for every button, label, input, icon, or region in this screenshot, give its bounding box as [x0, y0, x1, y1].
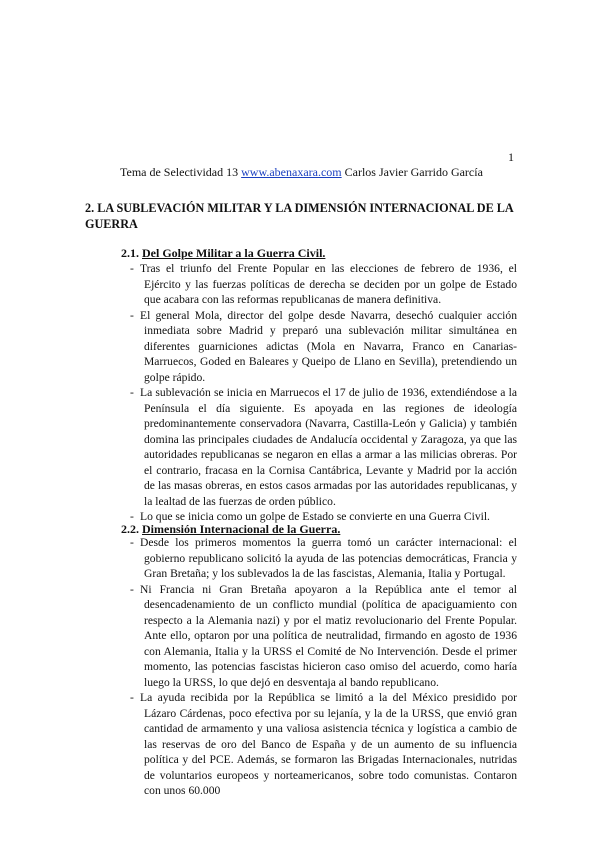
section-number: 2.2. — [121, 522, 142, 536]
header-author: Carlos Javier Garrido García — [341, 165, 483, 179]
website-link[interactable]: www.abenaxara.com — [241, 165, 342, 179]
list-item: - La ayuda recibida por la República se limitó a la del México presidido por Lázaro Cárdenas, poco efectiva por su lejanía, y la de la URSS, que envió gran cantidad de armamento y una valiosa asistencia técnica y logística a cambio de las reservas de oro del Banco de España y de un aumento de su influencia política y del PCE. Además, se formaron las Brigadas Internacionales, nutridas de voluntarios europeos y norteamericanos, sobre todo comunistas. Contaron con unos 60.000 — [130, 691, 517, 797]
document-header — [120, 165, 483, 180]
list-item: - Desde los primeros momentos la guerra tomó un carácter internacional: el gobierno republicano solicitó la ayuda de las potencias democráticas, Francia y Gran Bretaña; y los sublevados la de las fascistas, Alemania, Italia y Portugal. — [130, 536, 517, 580]
section-title: Del Golpe Militar a la Guerra Civil. — [142, 246, 326, 260]
list-item: - Lo que se inicia como un golpe de Estado se convierte en una Guerra Civil. — [130, 510, 490, 523]
list-item: - El general Mola, director del golpe desde Navarra, desechó cualquier acción inmediata sobre Madrid y preparó una sublevación militar simultánea en diferentes guarniciones adictas (Mola en Navarra, Franco en Canarias-Marruecos, Goded en Baleares y Queipo de Llano en Sevilla), pretendiendo un golpe rápido. — [130, 308, 517, 384]
header-prefix: Tema de Selectividad 13 — [120, 165, 242, 179]
section-title: Dimensión Internacional de la Guerra. — [142, 522, 341, 536]
section-number: 2.1. — [121, 246, 142, 260]
section-1-list — [122, 261, 517, 525]
list-item: - Tras el triunfo del Frente Popular en las elecciones de febrero de 1936, el Ejército y las fuerzas políticas de derecha se deciden por un golpe de Estado que acabara con las reformas republicanas de manera definitiva. — [130, 262, 517, 306]
list-item: - Ni Francia ni Gran Bretaña apoyaron a la República ante el temor al desencadenamiento de un conflicto mundial (política de apaciguamiento con respecto a la Alemania nazi) y por el matiz revolucionario del Frente Popular. Ante ello, optaron por una política de neutralidad, firmando en agosto de 1936 con Alemania, Italia y la URSS el Comité de No Intervención. Desde el primer momento, las potencias fascistas hicieron caso omiso del acuerdo, como haría luego la URSS, lo que dejó en desventaja al bando republicano. — [130, 582, 517, 689]
section-2-list — [122, 535, 517, 799]
list-item: - La sublevación se inicia en Marruecos el 17 de julio de 1936, extendiéndose a la Península el día siguiente. Es apoyada en las regiones de ideología predominantemente conservadora (Navarra, Castilla-León y Galicia) y también domina las principales ciudades de Andalucía occidental y Zaragoza, ya que las autoridades republicanas se negaron en ellas a armar a las milicias obreras. Por el contrario, fracasa en la Cornisa Cantábrica, Levante y Madrid por la acción de las masas obreras, en estos casos armadas por las autoridades republicanas, y la lealtad de las fuerzas de orden público. — [130, 386, 517, 508]
section-heading-1 — [121, 246, 325, 261]
chapter-title: 2. LA SUBLEVACIÓN MILITAR Y LA DIMENSIÓN INTERNACIONAL DE LA GUERRA — [85, 201, 513, 231]
page-number: 1 — [508, 150, 514, 164]
